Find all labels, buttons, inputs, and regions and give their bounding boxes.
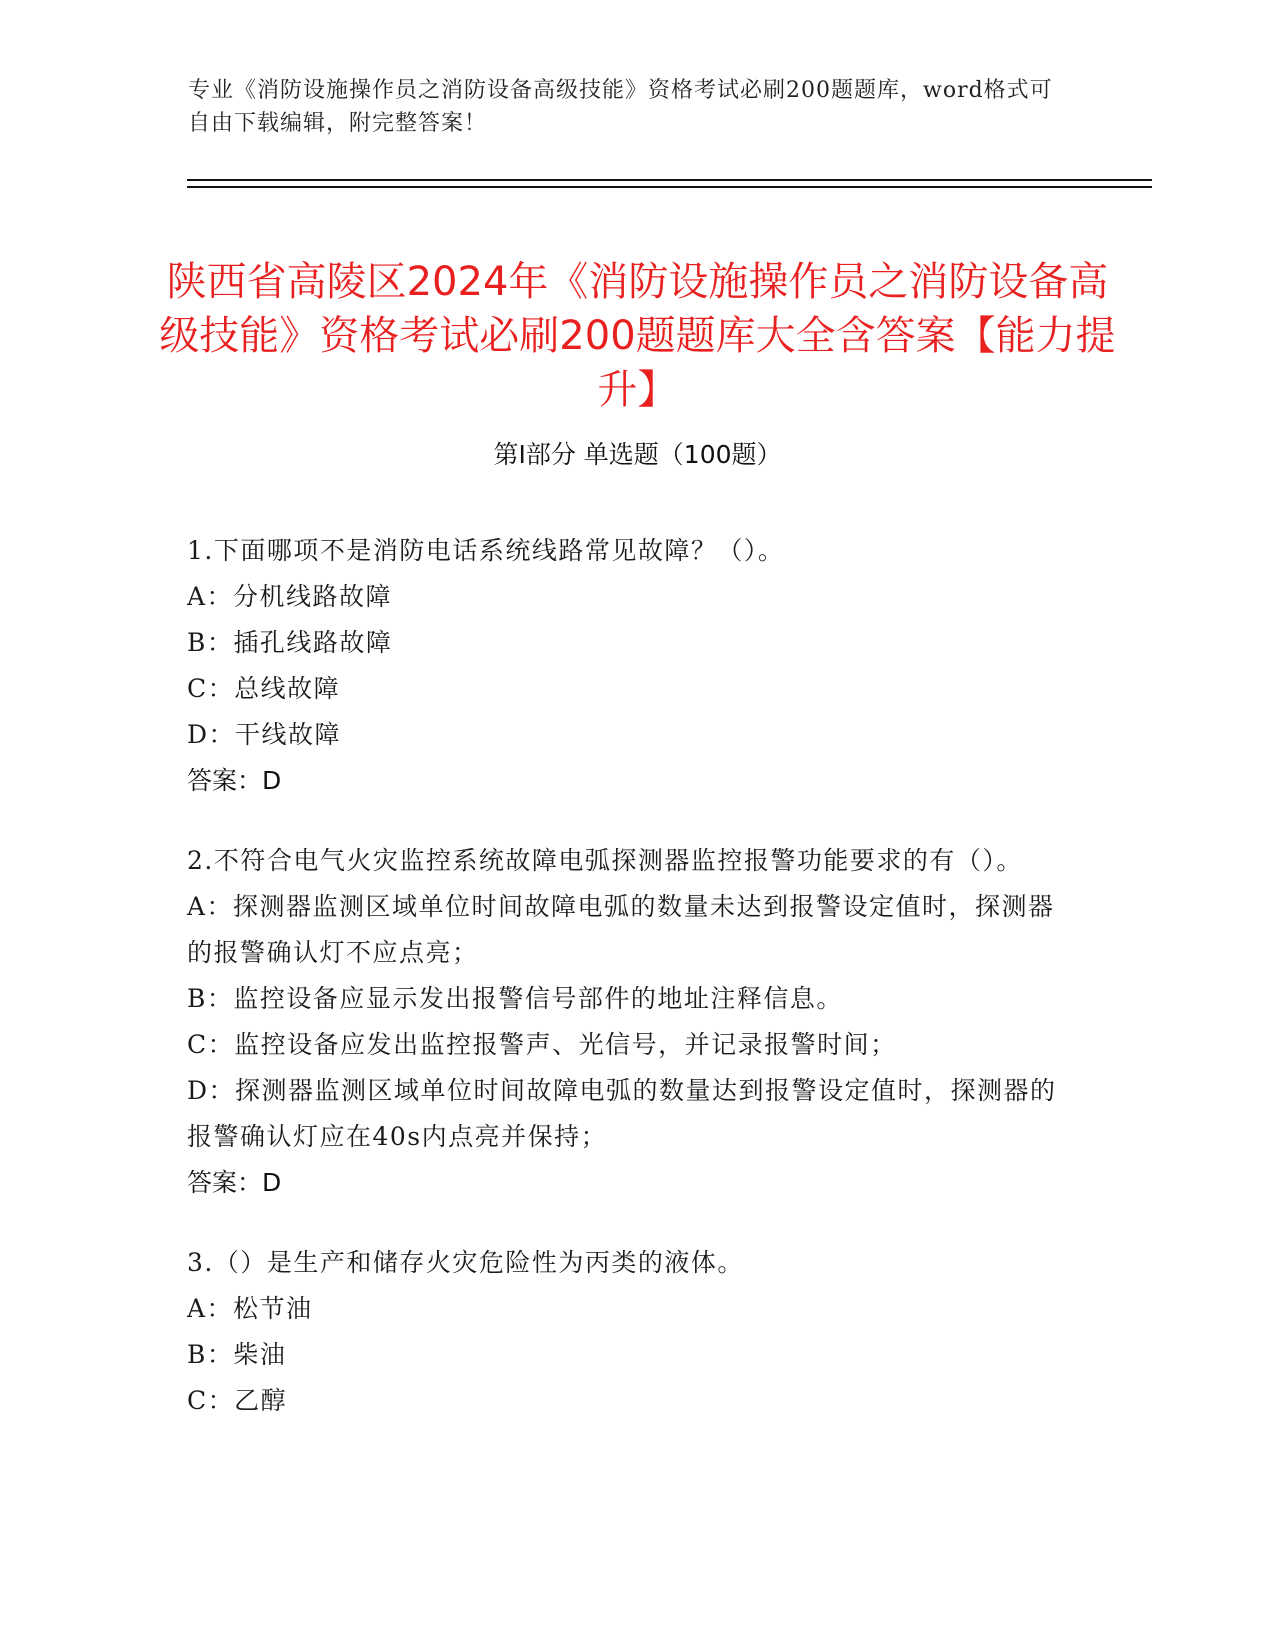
question-3	[187, 1240, 1067, 1424]
option-a: A：分机线路故障	[187, 582, 393, 611]
section-heading: 第I部分 单选题（100题）	[493, 440, 782, 469]
option-d: D：干线故障	[187, 720, 342, 749]
answer: 答案：D	[187, 1168, 282, 1197]
question-stem: 3.（）是生产和储存火灾危险性为丙类的液体。	[187, 1248, 744, 1277]
question-stem: 2.不符合电气火灾监控系统故障电弧探测器监控报警功能要求的有（）。	[187, 846, 1023, 875]
option-a: A：松节油	[187, 1294, 313, 1323]
header-note: 专业《消防设施操作员之消防设备高级技能》资格考试必刷200题题库，word格式可自由下载编辑，附完整答案！	[188, 78, 1053, 136]
option-c: C：总线故障	[187, 674, 341, 703]
answer: 答案：D	[187, 766, 282, 795]
option-c: C：监控设备应发出监控报警声、光信号，并记录报警时间；	[187, 1030, 897, 1059]
question-1	[187, 528, 1067, 804]
header-divider-bottom	[187, 186, 1152, 188]
option-d: D：探测器监测区域单位时间故障电弧的数量达到报警设定值时，探测器的报警确认灯应在40s内点亮并保持；	[187, 1076, 1057, 1151]
question-list	[187, 528, 1067, 1458]
option-b: B：插孔线路故障	[187, 628, 393, 657]
question-stem: 1.下面哪项不是消防电话系统线路常见故障？（）。	[187, 536, 785, 565]
option-b: B：监控设备应显示发出报警信号部件的地址注释信息。	[187, 984, 843, 1013]
option-b: B：柴油	[187, 1340, 287, 1369]
header-divider-top	[187, 179, 1152, 181]
question-2	[187, 838, 1067, 1206]
option-c: C：乙醇	[187, 1386, 288, 1415]
document-title: 陕西省高陵区2024年《消防设施操作员之消防设备高级技能》资格考试必刷200题题库大全含答案【能力提升】	[159, 258, 1116, 413]
option-a: A：探测器监测区域单位时间故障电弧的数量未达到报警设定值时，探测器的报警确认灯不应点亮；	[187, 892, 1055, 967]
